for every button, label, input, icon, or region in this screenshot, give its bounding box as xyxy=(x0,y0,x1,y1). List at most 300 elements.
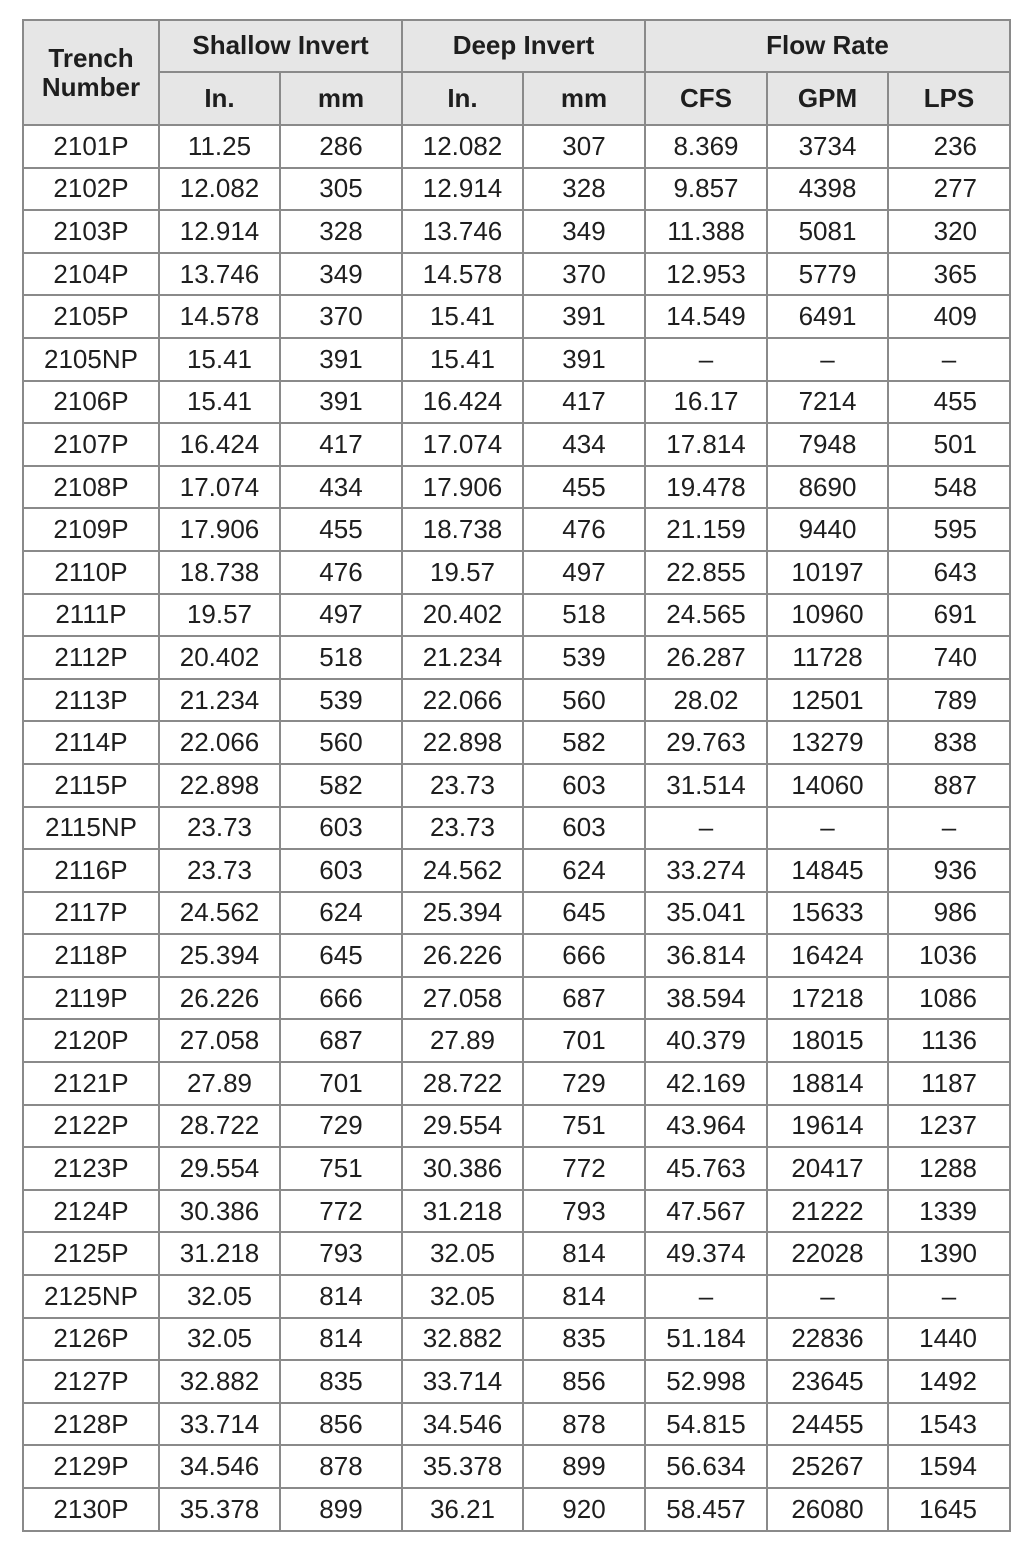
cell-deep-in: 23.73 xyxy=(402,807,523,850)
cell-gpm: 24455 xyxy=(767,1403,888,1446)
cell-lps: 320 xyxy=(888,210,1010,253)
cell-lps: 595 xyxy=(888,508,1010,551)
cell-lps: 1288 xyxy=(888,1147,1010,1190)
cell-shallow-mm: 793 xyxy=(280,1232,402,1275)
cell-shallow-mm: 899 xyxy=(280,1488,402,1531)
cell-deep-in: 30.386 xyxy=(402,1147,523,1190)
cell-trench-number: 2115NP xyxy=(23,807,159,850)
cell-cfs: 36.814 xyxy=(645,934,767,977)
header-trench-line2: Number xyxy=(41,71,141,102)
cell-lps: 1492 xyxy=(888,1360,1010,1403)
cell-shallow-mm: 666 xyxy=(280,977,402,1020)
cell-shallow-in: 13.746 xyxy=(159,253,280,296)
cell-shallow-in: 16.424 xyxy=(159,423,280,466)
cell-cfs: – xyxy=(645,338,767,381)
cell-shallow-in: 26.226 xyxy=(159,977,280,1020)
table-row xyxy=(23,168,1010,211)
cell-shallow-in: 33.714 xyxy=(159,1403,280,1446)
cell-shallow-in: 29.554 xyxy=(159,1147,280,1190)
cell-shallow-in: 17.074 xyxy=(159,466,280,509)
table-row xyxy=(23,508,1010,551)
cell-gpm: 10960 xyxy=(767,594,888,637)
cell-gpm: 22028 xyxy=(767,1232,888,1275)
cell-shallow-in: 28.722 xyxy=(159,1105,280,1148)
cell-cfs: 40.379 xyxy=(645,1019,767,1062)
cell-shallow-mm: 497 xyxy=(280,594,402,637)
cell-cfs: 42.169 xyxy=(645,1062,767,1105)
header-shallow-invert: Shallow Invert xyxy=(159,20,402,72)
cell-cfs: 49.374 xyxy=(645,1232,767,1275)
header-shallow-in: In. xyxy=(159,72,280,125)
cell-shallow-in: 27.89 xyxy=(159,1062,280,1105)
cell-deep-in: 35.378 xyxy=(402,1445,523,1488)
cell-deep-mm: 497 xyxy=(523,551,645,594)
header-flow-rate: Flow Rate xyxy=(645,20,1010,72)
cell-gpm: 23645 xyxy=(767,1360,888,1403)
cell-shallow-mm: 560 xyxy=(280,721,402,764)
table-row xyxy=(23,1360,1010,1403)
cell-gpm: 20417 xyxy=(767,1147,888,1190)
table-row xyxy=(23,1488,1010,1531)
cell-deep-mm: 751 xyxy=(523,1105,645,1148)
cell-shallow-in: 12.914 xyxy=(159,210,280,253)
cell-shallow-in: 15.41 xyxy=(159,338,280,381)
cell-shallow-mm: 701 xyxy=(280,1062,402,1105)
cell-trench-number: 2115P xyxy=(23,764,159,807)
cell-deep-in: 33.714 xyxy=(402,1360,523,1403)
cell-lps: 1187 xyxy=(888,1062,1010,1105)
cell-cfs: 26.287 xyxy=(645,636,767,679)
cell-deep-in: 25.394 xyxy=(402,892,523,935)
cell-cfs: 31.514 xyxy=(645,764,767,807)
table-row xyxy=(23,594,1010,637)
cell-shallow-mm: 878 xyxy=(280,1445,402,1488)
cell-deep-mm: 603 xyxy=(523,764,645,807)
cell-gpm: 5779 xyxy=(767,253,888,296)
cell-deep-in: 12.914 xyxy=(402,168,523,211)
cell-lps: 1036 xyxy=(888,934,1010,977)
cell-trench-number: 2101P xyxy=(23,125,159,168)
cell-shallow-mm: 814 xyxy=(280,1275,402,1318)
cell-shallow-in: 19.57 xyxy=(159,594,280,637)
cell-cfs: 56.634 xyxy=(645,1445,767,1488)
cell-shallow-mm: 476 xyxy=(280,551,402,594)
cell-lps: 365 xyxy=(888,253,1010,296)
cell-deep-in: 24.562 xyxy=(402,849,523,892)
cell-cfs: 43.964 xyxy=(645,1105,767,1148)
cell-deep-in: 27.058 xyxy=(402,977,523,1020)
cell-deep-in: 22.898 xyxy=(402,721,523,764)
table-row xyxy=(23,892,1010,935)
cell-trench-number: 2130P xyxy=(23,1488,159,1531)
header-trench-line1: Trench xyxy=(48,42,134,73)
cell-deep-mm: 560 xyxy=(523,679,645,722)
table-row xyxy=(23,764,1010,807)
table-row xyxy=(23,338,1010,381)
table-row xyxy=(23,636,1010,679)
table-row xyxy=(23,1275,1010,1318)
cell-shallow-in: 31.218 xyxy=(159,1232,280,1275)
header-row-groups xyxy=(23,20,1010,72)
cell-deep-in: 34.546 xyxy=(402,1403,523,1446)
cell-gpm: – xyxy=(767,338,888,381)
cell-shallow-mm: 391 xyxy=(280,381,402,424)
cell-trench-number: 2123P xyxy=(23,1147,159,1190)
cell-deep-in: 28.722 xyxy=(402,1062,523,1105)
cell-cfs: 47.567 xyxy=(645,1190,767,1233)
cell-shallow-mm: 434 xyxy=(280,466,402,509)
cell-gpm: 22836 xyxy=(767,1318,888,1361)
table-row xyxy=(23,934,1010,977)
cell-deep-in: 20.402 xyxy=(402,594,523,637)
cell-deep-in: 15.41 xyxy=(402,295,523,338)
header-lps: LPS xyxy=(888,72,1010,125)
cell-gpm: – xyxy=(767,1275,888,1318)
cell-deep-mm: 328 xyxy=(523,168,645,211)
cell-trench-number: 2125NP xyxy=(23,1275,159,1318)
cell-trench-number: 2121P xyxy=(23,1062,159,1105)
cell-lps: 1543 xyxy=(888,1403,1010,1446)
cell-trench-number: 2109P xyxy=(23,508,159,551)
cell-trench-number: 2119P xyxy=(23,977,159,1020)
cell-cfs: 52.998 xyxy=(645,1360,767,1403)
cell-deep-mm: 878 xyxy=(523,1403,645,1446)
cell-lps: 236 xyxy=(888,125,1010,168)
cell-lps: 643 xyxy=(888,551,1010,594)
cell-deep-mm: 391 xyxy=(523,295,645,338)
cell-deep-mm: 391 xyxy=(523,338,645,381)
table-row xyxy=(23,381,1010,424)
cell-shallow-in: 11.25 xyxy=(159,125,280,168)
cell-gpm: 7948 xyxy=(767,423,888,466)
cell-lps: 1440 xyxy=(888,1318,1010,1361)
cell-lps: 277 xyxy=(888,168,1010,211)
cell-shallow-in: 14.578 xyxy=(159,295,280,338)
cell-shallow-mm: 349 xyxy=(280,253,402,296)
cell-shallow-in: 34.546 xyxy=(159,1445,280,1488)
cell-deep-in: 15.41 xyxy=(402,338,523,381)
cell-cfs: 33.274 xyxy=(645,849,767,892)
table-row xyxy=(23,1190,1010,1233)
cell-deep-in: 22.066 xyxy=(402,679,523,722)
cell-deep-mm: 814 xyxy=(523,1232,645,1275)
table-header xyxy=(23,20,1010,125)
cell-cfs: 14.549 xyxy=(645,295,767,338)
cell-trench-number: 2129P xyxy=(23,1445,159,1488)
header-trench-number xyxy=(23,20,159,125)
cell-deep-in: 26.226 xyxy=(402,934,523,977)
cell-cfs: 8.369 xyxy=(645,125,767,168)
cell-deep-in: 14.578 xyxy=(402,253,523,296)
cell-shallow-mm: 370 xyxy=(280,295,402,338)
cell-cfs: 9.857 xyxy=(645,168,767,211)
cell-deep-mm: 476 xyxy=(523,508,645,551)
cell-trench-number: 2125P xyxy=(23,1232,159,1275)
cell-trench-number: 2116P xyxy=(23,849,159,892)
cell-cfs: 54.815 xyxy=(645,1403,767,1446)
cell-shallow-in: 23.73 xyxy=(159,849,280,892)
header-gpm: GPM xyxy=(767,72,888,125)
cell-deep-mm: 701 xyxy=(523,1019,645,1062)
cell-deep-in: 21.234 xyxy=(402,636,523,679)
cell-cfs: 29.763 xyxy=(645,721,767,764)
table-row xyxy=(23,1062,1010,1105)
cell-gpm: 8690 xyxy=(767,466,888,509)
cell-deep-in: 17.906 xyxy=(402,466,523,509)
cell-deep-mm: 835 xyxy=(523,1318,645,1361)
cell-cfs: 21.159 xyxy=(645,508,767,551)
cell-lps: 409 xyxy=(888,295,1010,338)
cell-lps: 548 xyxy=(888,466,1010,509)
cell-lps: 501 xyxy=(888,423,1010,466)
cell-deep-mm: 729 xyxy=(523,1062,645,1105)
cell-deep-mm: 814 xyxy=(523,1275,645,1318)
cell-shallow-mm: 539 xyxy=(280,679,402,722)
cell-shallow-mm: 582 xyxy=(280,764,402,807)
cell-gpm: 14845 xyxy=(767,849,888,892)
cell-shallow-mm: 603 xyxy=(280,807,402,850)
table-container xyxy=(22,19,1011,1532)
cell-shallow-mm: 286 xyxy=(280,125,402,168)
cell-deep-mm: 899 xyxy=(523,1445,645,1488)
cell-shallow-in: 17.906 xyxy=(159,508,280,551)
cell-deep-in: 32.882 xyxy=(402,1318,523,1361)
cell-trench-number: 2122P xyxy=(23,1105,159,1148)
cell-trench-number: 2104P xyxy=(23,253,159,296)
cell-lps: 936 xyxy=(888,849,1010,892)
cell-lps: 986 xyxy=(888,892,1010,935)
cell-shallow-mm: 455 xyxy=(280,508,402,551)
cell-trench-number: 2110P xyxy=(23,551,159,594)
cell-gpm: 3734 xyxy=(767,125,888,168)
cell-shallow-mm: 391 xyxy=(280,338,402,381)
table-row xyxy=(23,1445,1010,1488)
cell-shallow-in: 35.378 xyxy=(159,1488,280,1531)
cell-gpm: 18015 xyxy=(767,1019,888,1062)
table-row xyxy=(23,423,1010,466)
cell-gpm: 26080 xyxy=(767,1488,888,1531)
cell-trench-number: 2113P xyxy=(23,679,159,722)
cell-gpm: 17218 xyxy=(767,977,888,1020)
cell-deep-mm: 417 xyxy=(523,381,645,424)
cell-shallow-in: 25.394 xyxy=(159,934,280,977)
cell-lps: 1594 xyxy=(888,1445,1010,1488)
cell-gpm: 11728 xyxy=(767,636,888,679)
cell-shallow-in: 32.05 xyxy=(159,1318,280,1361)
table-row xyxy=(23,1318,1010,1361)
cell-deep-mm: 455 xyxy=(523,466,645,509)
cell-trench-number: 2105P xyxy=(23,295,159,338)
table-row xyxy=(23,1019,1010,1062)
cell-shallow-mm: 518 xyxy=(280,636,402,679)
cell-shallow-in: 30.386 xyxy=(159,1190,280,1233)
table-row xyxy=(23,721,1010,764)
cell-shallow-in: 22.066 xyxy=(159,721,280,764)
cell-deep-in: 23.73 xyxy=(402,764,523,807)
cell-trench-number: 2106P xyxy=(23,381,159,424)
cell-shallow-mm: 624 xyxy=(280,892,402,935)
cell-gpm: 15633 xyxy=(767,892,888,935)
cell-gpm: – xyxy=(767,807,888,850)
cell-gpm: 6491 xyxy=(767,295,888,338)
header-deep-mm: mm xyxy=(523,72,645,125)
table-row xyxy=(23,1403,1010,1446)
cell-gpm: 4398 xyxy=(767,168,888,211)
cell-trench-number: 2128P xyxy=(23,1403,159,1446)
cell-cfs: 19.478 xyxy=(645,466,767,509)
cell-lps: 1645 xyxy=(888,1488,1010,1531)
header-shallow-mm: mm xyxy=(280,72,402,125)
cell-shallow-mm: 417 xyxy=(280,423,402,466)
cell-shallow-in: 24.562 xyxy=(159,892,280,935)
cell-deep-mm: 666 xyxy=(523,934,645,977)
header-row-units xyxy=(23,72,1010,125)
cell-gpm: 14060 xyxy=(767,764,888,807)
cell-shallow-in: 22.898 xyxy=(159,764,280,807)
cell-gpm: 19614 xyxy=(767,1105,888,1148)
table-row xyxy=(23,679,1010,722)
table-row xyxy=(23,295,1010,338)
cell-shallow-in: 21.234 xyxy=(159,679,280,722)
cell-deep-in: 27.89 xyxy=(402,1019,523,1062)
cell-trench-number: 2111P xyxy=(23,594,159,637)
cell-deep-mm: 434 xyxy=(523,423,645,466)
cell-shallow-in: 23.73 xyxy=(159,807,280,850)
cell-lps: 887 xyxy=(888,764,1010,807)
cell-lps: 455 xyxy=(888,381,1010,424)
cell-lps: 691 xyxy=(888,594,1010,637)
cell-trench-number: 2107P xyxy=(23,423,159,466)
cell-deep-mm: 539 xyxy=(523,636,645,679)
table-body xyxy=(23,125,1010,1531)
cell-cfs: 24.565 xyxy=(645,594,767,637)
cell-shallow-in: 15.41 xyxy=(159,381,280,424)
table-row xyxy=(23,1105,1010,1148)
cell-shallow-in: 18.738 xyxy=(159,551,280,594)
header-deep-invert: Deep Invert xyxy=(402,20,645,72)
cell-deep-mm: 645 xyxy=(523,892,645,935)
cell-deep-mm: 687 xyxy=(523,977,645,1020)
cell-lps: 789 xyxy=(888,679,1010,722)
cell-lps: 1339 xyxy=(888,1190,1010,1233)
table-row xyxy=(23,253,1010,296)
table-row xyxy=(23,807,1010,850)
cell-deep-mm: 920 xyxy=(523,1488,645,1531)
cell-deep-mm: 793 xyxy=(523,1190,645,1233)
cell-cfs: 12.953 xyxy=(645,253,767,296)
cell-lps: 1086 xyxy=(888,977,1010,1020)
cell-lps: 838 xyxy=(888,721,1010,764)
cell-trench-number: 2114P xyxy=(23,721,159,764)
cell-gpm: 9440 xyxy=(767,508,888,551)
cell-lps: – xyxy=(888,807,1010,850)
cell-shallow-in: 32.05 xyxy=(159,1275,280,1318)
cell-trench-number: 2102P xyxy=(23,168,159,211)
table-row xyxy=(23,1232,1010,1275)
cell-deep-mm: 624 xyxy=(523,849,645,892)
cell-shallow-in: 20.402 xyxy=(159,636,280,679)
cell-cfs: 11.388 xyxy=(645,210,767,253)
table-row xyxy=(23,466,1010,509)
cell-shallow-in: 32.882 xyxy=(159,1360,280,1403)
cell-shallow-mm: 729 xyxy=(280,1105,402,1148)
cell-trench-number: 2120P xyxy=(23,1019,159,1062)
cell-gpm: 7214 xyxy=(767,381,888,424)
cell-lps: 1237 xyxy=(888,1105,1010,1148)
cell-gpm: 16424 xyxy=(767,934,888,977)
header-cfs: CFS xyxy=(645,72,767,125)
cell-deep-in: 13.746 xyxy=(402,210,523,253)
cell-shallow-mm: 856 xyxy=(280,1403,402,1446)
cell-lps: – xyxy=(888,338,1010,381)
cell-trench-number: 2117P xyxy=(23,892,159,935)
header-deep-in: In. xyxy=(402,72,523,125)
cell-lps: 1390 xyxy=(888,1232,1010,1275)
cell-gpm: 13279 xyxy=(767,721,888,764)
cell-shallow-mm: 305 xyxy=(280,168,402,211)
cell-trench-number: 2103P xyxy=(23,210,159,253)
table-row xyxy=(23,1147,1010,1190)
cell-deep-in: 16.424 xyxy=(402,381,523,424)
cell-deep-in: 29.554 xyxy=(402,1105,523,1148)
cell-deep-mm: 603 xyxy=(523,807,645,850)
cell-shallow-in: 27.058 xyxy=(159,1019,280,1062)
cell-trench-number: 2127P xyxy=(23,1360,159,1403)
cell-deep-in: 19.57 xyxy=(402,551,523,594)
cell-shallow-mm: 751 xyxy=(280,1147,402,1190)
cell-cfs: 17.814 xyxy=(645,423,767,466)
cell-trench-number: 2124P xyxy=(23,1190,159,1233)
cell-shallow-mm: 687 xyxy=(280,1019,402,1062)
table-row xyxy=(23,977,1010,1020)
table-row xyxy=(23,125,1010,168)
cell-cfs: 58.457 xyxy=(645,1488,767,1531)
cell-shallow-mm: 645 xyxy=(280,934,402,977)
cell-deep-mm: 518 xyxy=(523,594,645,637)
cell-gpm: 10197 xyxy=(767,551,888,594)
cell-deep-mm: 582 xyxy=(523,721,645,764)
cell-gpm: 21222 xyxy=(767,1190,888,1233)
cell-gpm: 25267 xyxy=(767,1445,888,1488)
cell-deep-in: 17.074 xyxy=(402,423,523,466)
cell-trench-number: 2112P xyxy=(23,636,159,679)
cell-deep-in: 12.082 xyxy=(402,125,523,168)
cell-trench-number: 2118P xyxy=(23,934,159,977)
cell-deep-mm: 349 xyxy=(523,210,645,253)
table-row xyxy=(23,551,1010,594)
cell-cfs: – xyxy=(645,807,767,850)
cell-deep-mm: 772 xyxy=(523,1147,645,1190)
cell-deep-in: 32.05 xyxy=(402,1232,523,1275)
table-row xyxy=(23,849,1010,892)
trench-data-table xyxy=(22,19,1011,1532)
cell-lps: 740 xyxy=(888,636,1010,679)
cell-lps: 1136 xyxy=(888,1019,1010,1062)
cell-shallow-mm: 772 xyxy=(280,1190,402,1233)
cell-cfs: 51.184 xyxy=(645,1318,767,1361)
cell-shallow-in: 12.082 xyxy=(159,168,280,211)
cell-deep-mm: 370 xyxy=(523,253,645,296)
cell-trench-number: 2126P xyxy=(23,1318,159,1361)
cell-cfs: 35.041 xyxy=(645,892,767,935)
cell-trench-number: 2108P xyxy=(23,466,159,509)
cell-shallow-mm: 603 xyxy=(280,849,402,892)
table-row xyxy=(23,210,1010,253)
cell-cfs: 22.855 xyxy=(645,551,767,594)
cell-shallow-mm: 328 xyxy=(280,210,402,253)
cell-gpm: 12501 xyxy=(767,679,888,722)
cell-cfs: 45.763 xyxy=(645,1147,767,1190)
